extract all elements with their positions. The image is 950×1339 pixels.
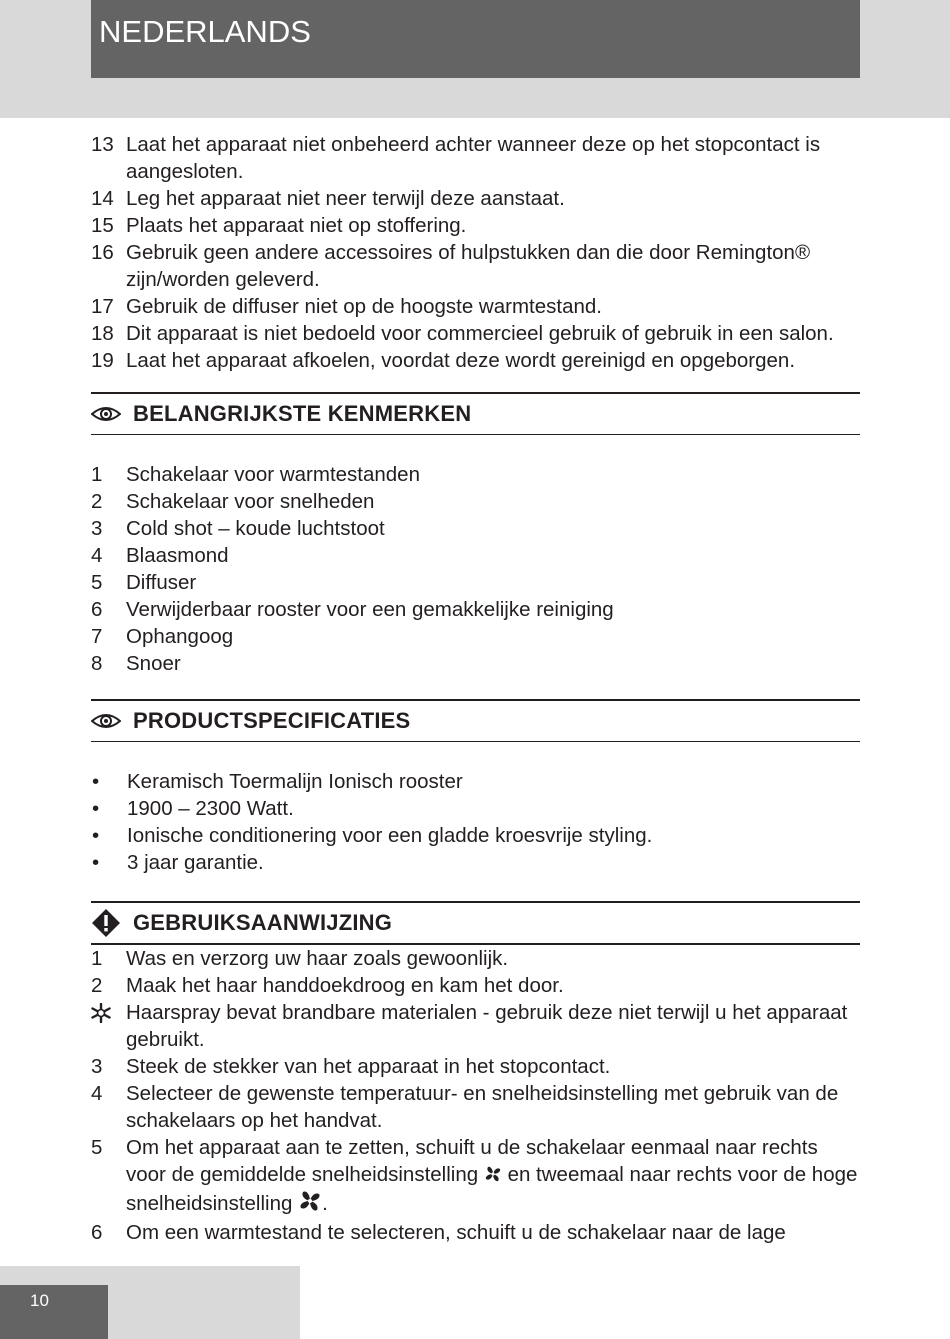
item-text: [126, 1134, 860, 1219]
features-list: [91, 461, 860, 677]
step5-text-part3: .: [322, 1192, 328, 1215]
instructions-heading: [91, 901, 860, 945]
list-item: [91, 212, 860, 239]
item-number: 13: [91, 133, 114, 156]
specs-heading: [91, 699, 860, 742]
item-text: Selecteer de gewenste temperatuur- en snelheidsinstelling met gebruik van de schakelaars op het handvat.: [126, 1082, 839, 1132]
item-text: 3 jaar garantie.: [127, 851, 264, 874]
item-text: Snoer: [126, 652, 181, 675]
eye-icon: [91, 405, 133, 423]
list-item: [91, 515, 860, 542]
list-item: [91, 650, 860, 677]
item-text: Diffuser: [126, 571, 197, 594]
list-item: [91, 488, 860, 515]
item-number: 3: [91, 517, 103, 540]
caution-item: [91, 999, 860, 1053]
step5-text-part1: Om het apparaat aan te zetten, schuift u de schakelaar eenmaal naar rechts voor de gemiddelde snelheidsinstelling: [126, 1136, 818, 1186]
list-item: [91, 1134, 860, 1219]
item-number: 2: [91, 490, 103, 513]
step5-text-part2: en tweemaal naar rechts voor de hoge snelheidsinstelling: [126, 1163, 858, 1215]
flammable-star-icon: [91, 999, 126, 1053]
features-title: BELANGRIJKSTE KENMERKEN: [133, 401, 472, 426]
item-number: 4: [91, 1082, 103, 1105]
list-item: [91, 131, 860, 185]
item-number: 19: [91, 349, 114, 372]
item-text: Cold shot – koude luchtstoot: [126, 517, 385, 540]
item-number: 4: [91, 544, 103, 567]
item-text: Dit apparaat is niet bedoeld voor commercieel gebruik of gebruik in een salon.: [126, 322, 834, 345]
item-number: 6: [91, 1221, 103, 1244]
list-item: [91, 1080, 860, 1134]
item-number: 5: [91, 571, 103, 594]
list-item: [91, 945, 860, 972]
list-item: [91, 1219, 860, 1246]
item-number: 6: [91, 598, 103, 621]
item-number: 16: [91, 241, 114, 264]
specs-list: [91, 768, 860, 876]
item-text: Laat het apparaat niet onbeheerd achter wanneer deze op het stopcontact is aangesloten.: [126, 133, 821, 183]
warning-diamond-icon: [91, 908, 133, 938]
features-heading: [91, 392, 860, 435]
item-text: Blaasmond: [126, 544, 229, 567]
page-number-box: [0, 1285, 108, 1339]
list-item: [91, 320, 860, 347]
list-item: [91, 461, 860, 488]
list-item: [91, 768, 860, 795]
list-item: [91, 185, 860, 212]
item-text: Leg het apparaat niet neer terwijl deze aanstaat.: [126, 187, 565, 210]
fan-medium-icon: [484, 1163, 502, 1190]
bullet: •: [92, 770, 100, 793]
eye-icon: [91, 712, 133, 730]
page-content: [91, 131, 860, 1246]
item-number: 2: [91, 974, 103, 997]
item-number: 18: [91, 322, 114, 345]
item-number: 8: [91, 652, 103, 675]
item-text: Om een warmtestand te selecteren, schuift u de schakelaar naar de lage: [126, 1221, 786, 1244]
safety-list: [91, 131, 860, 374]
list-item: [91, 239, 860, 293]
item-text: Gebruik de diffuser niet op de hoogste warmtestand.: [126, 295, 602, 318]
item-text: Was en verzorg uw haar zoals gewoonlijk.: [126, 947, 509, 970]
item-number: 1: [91, 463, 103, 486]
list-item: [91, 822, 860, 849]
item-text: 1900 – 2300 Watt.: [127, 797, 294, 820]
list-item: [91, 1053, 860, 1080]
item-number: 14: [91, 187, 114, 210]
list-item: [91, 347, 860, 374]
bullet: •: [92, 824, 100, 847]
caution-text: Haarspray bevat brandbare materialen - gebruik deze niet terwijl u het apparaat gebruikt.: [126, 1001, 848, 1051]
list-item: [91, 569, 860, 596]
list-item: [91, 795, 860, 822]
bullet: •: [92, 797, 100, 820]
item-text: Ionische conditionering voor een gladde kroesvrije styling.: [127, 824, 653, 847]
language-header: [91, 0, 860, 78]
specs-title: PRODUCTSPECIFICATIES: [133, 708, 411, 733]
language-title: NEDERLANDS: [99, 14, 311, 49]
list-item: [91, 596, 860, 623]
page-number: 10: [30, 1291, 49, 1310]
item-text: Maak het haar handdoekdroog en kam het door.: [126, 974, 564, 997]
item-text: Plaats het apparaat niet op stoffering.: [126, 214, 467, 237]
item-number: 7: [91, 625, 103, 648]
list-item: [91, 293, 860, 320]
list-item: [91, 542, 860, 569]
instructions-title: GEBRUIKSAANWIJZING: [133, 910, 393, 935]
item-text: Schakelaar voor warmtestanden: [126, 463, 420, 486]
item-text: Laat het apparaat afkoelen, voordat deze wordt gereinigd en opgeborgen.: [126, 349, 796, 372]
item-number: 1: [91, 947, 103, 970]
item-number: 3: [91, 1055, 103, 1078]
item-text: Verwijderbaar rooster voor een gemakkelijke reiniging: [126, 598, 614, 621]
item-text: Gebruik geen andere accessoires of hulpstukken dan die door Remington® zijn/worden geleverd.: [126, 241, 811, 291]
item-text: Keramisch Toermalijn Ionisch rooster: [127, 770, 463, 793]
item-number: 5: [91, 1136, 103, 1159]
list-item: [91, 849, 860, 876]
instructions-list: [91, 945, 860, 1246]
item-number: 15: [91, 214, 114, 237]
item-number: 17: [91, 295, 114, 318]
fan-high-icon: [298, 1190, 322, 1219]
item-text: Schakelaar voor snelheden: [126, 490, 375, 513]
bullet: •: [92, 851, 100, 874]
list-item: [91, 623, 860, 650]
list-item: [91, 972, 860, 999]
item-text: Steek de stekker van het apparaat in het stopcontact.: [126, 1055, 611, 1078]
item-text: Ophangoog: [126, 625, 234, 648]
